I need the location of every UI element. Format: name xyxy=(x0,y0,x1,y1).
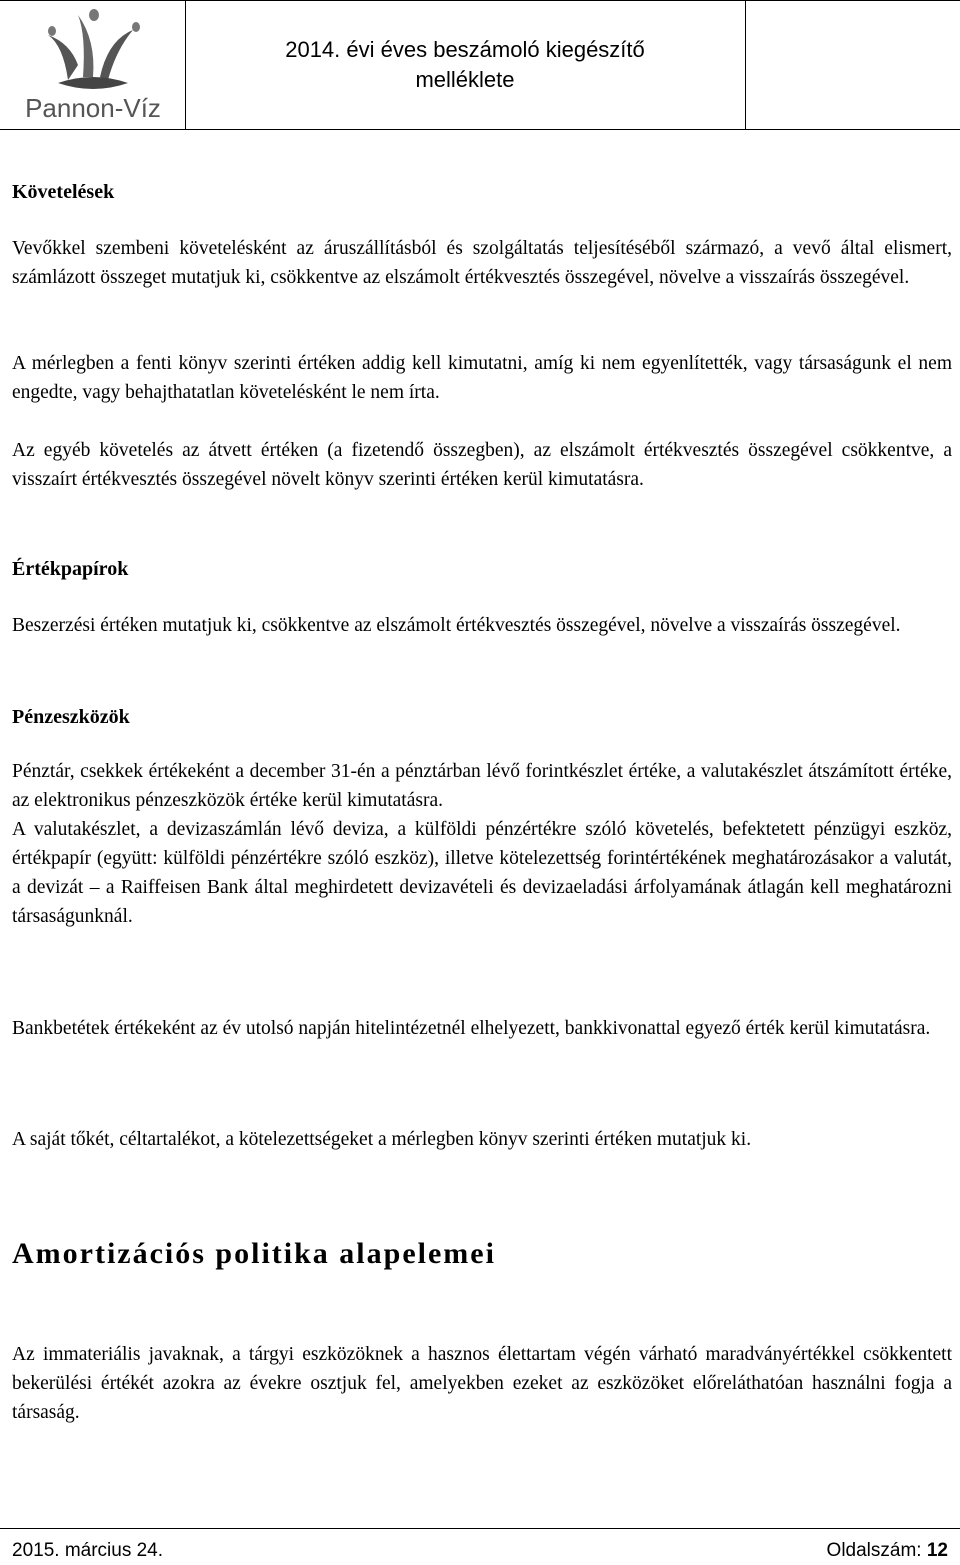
footer-date: 2015. március 24. xyxy=(12,1540,164,1561)
page-label: Oldalszám: xyxy=(826,1540,922,1561)
paragraph-koveteles-3: Az egyéb követelés az átvett értéken (a fizetendő összegben), az elszámolt értékvesztés összegével csökkentve, a visszaírt értékvesztés összegével növelt könyv szerinti értéken kerül kimutatásra. xyxy=(12,440,952,490)
page-number: 12 xyxy=(926,1540,948,1561)
logo-cell xyxy=(0,1,186,129)
paragraph-koveteles-2: A mérlegben a fenti könyv szerinti értéken addig kell kimutatni, amíg ki nem egyenlítették, vagy társaságunk el nem engedte, vagy behajthatatlan követelésként le nem írta. xyxy=(12,353,952,403)
heading-ertekpapirok: Értékpapírok xyxy=(12,558,129,580)
paragraph-bankbetetek: Bankbetétek értékeként az év utolsó napján hitelintézetnél elhelyezett, bankkivonattal egyező érték kerül kimutatásra. xyxy=(12,1018,931,1039)
heading-penzeszkozok: Pénzeszközök xyxy=(12,706,130,728)
paragraph-sajat-toke: A saját tőkét, céltartalékot, a kötelezettségeket a mérlegben könyv szerinti értéken mutatjuk ki. xyxy=(12,1129,752,1150)
paragraph-amortizacio: Az immateriális javaknak, a tárgyi eszközöknek a hasznos élettartam végén várható maradványértékkel csökkentett bekerülési értékét azokra az évekre osztjuk fel, amelyekben ezeket az eszközöket előreláthatóan használni fogja a társaság. xyxy=(12,1344,952,1423)
page-header xyxy=(0,0,960,130)
paragraph-ertekpapirok: Beszerzési értéken mutatjuk ki, csökkentve az elszámolt értékvesztés összegével, növelve a visszaírás összegével. xyxy=(12,615,901,636)
document-title xyxy=(185,1,746,129)
heading-amortizacio: Amortizációs politika alapelemei xyxy=(12,1237,496,1270)
heading-kovetelesek: Követelések xyxy=(12,181,115,203)
paragraph-penzeszkozok-1: Pénztár, csekkek értékeként a december 31-én a pénztárban lévő forintkészlet értéke, a valutakészlet átszámított értéke, az elektronikus pénzeszközök értéke kerül kimutatásra. xyxy=(12,761,952,811)
footer-divider xyxy=(0,1528,960,1529)
logo-text: Pannon-Víz xyxy=(25,93,161,123)
title-line-1: 2014. évi éves beszámoló kiegészítő xyxy=(285,37,645,62)
paragraph-koveteles-1: Vevőkkel szembeni követelésként az áruszállításból és szolgáltatás teljesítéséből származó, a vevő által elismert, számlázott összeget mutatjuk ki, csökkentve az elszámolt értékvesztés összegével, növelve a visszaírás összegével. xyxy=(12,238,952,288)
footer-page-number xyxy=(827,1540,948,1562)
header-empty-cell xyxy=(745,1,960,129)
title-line-2: melléklete xyxy=(415,67,515,92)
paragraph-penzeszkozok-2: A valutakészlet, a devizaszámlán lévő deviza, a külföldi pénzértékre szóló követelés, befektetett pénzügyi eszköz, értékpapír (együtt: külföldi pénzértékre szóló eszköz), illetve kötelezettség forintértékének meghatározásakor a valutát, a devizát – a Raiffeisen Bank által meghirdetett devizavételi és devizaeladási árfolyamának átlagán kell meghatározni társaságunknál. xyxy=(12,819,952,927)
pannon-viz-logo xyxy=(8,5,178,125)
